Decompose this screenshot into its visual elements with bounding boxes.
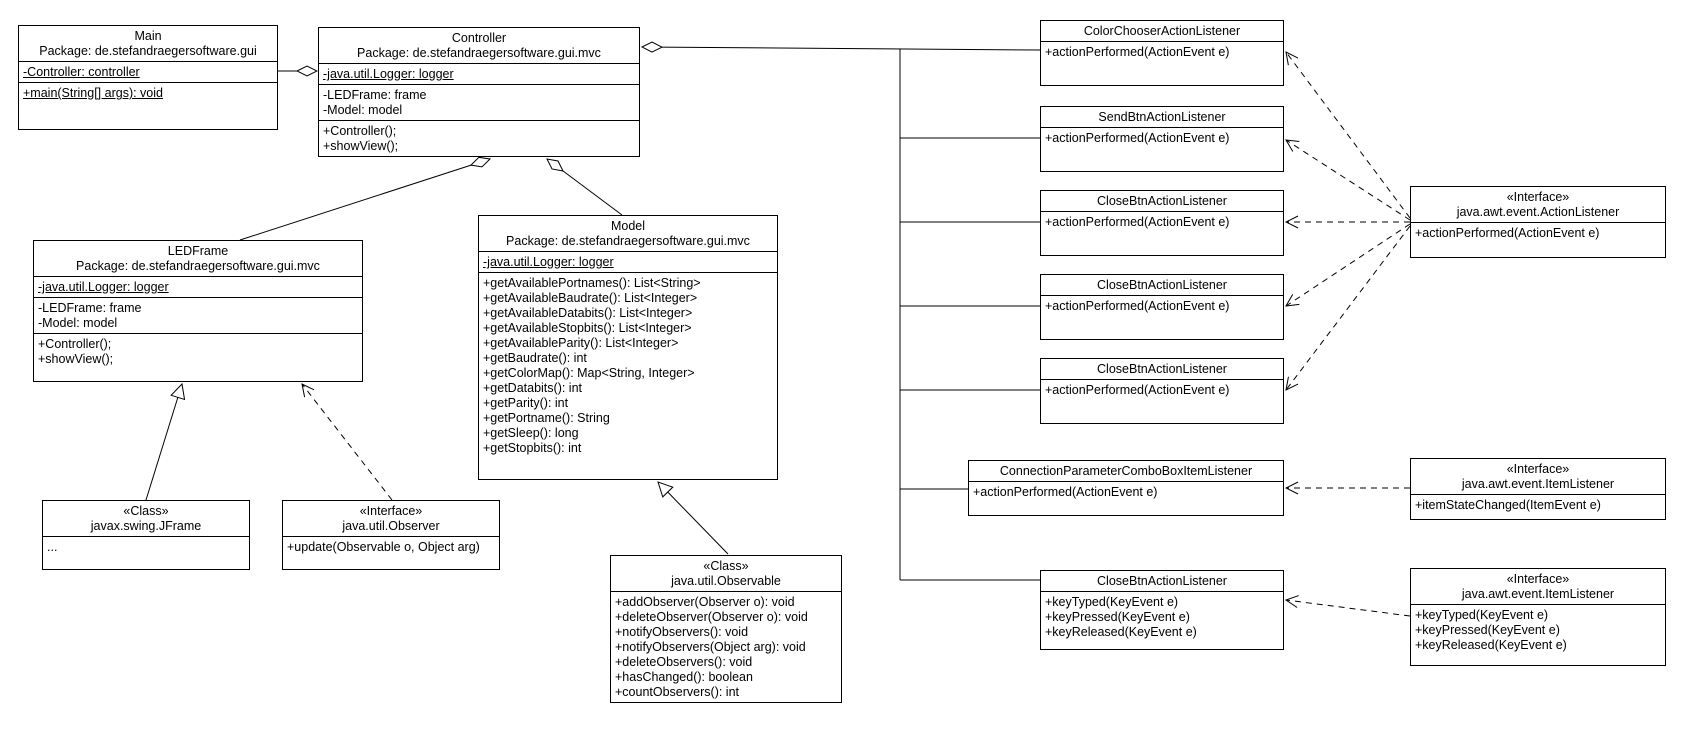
- compartment: [34, 276, 362, 297]
- stereotype-label: «Class»: [703, 559, 749, 573]
- member: +actionPerformed(ActionEvent e): [973, 485, 1158, 499]
- class-title: [1041, 275, 1283, 295]
- member: +keyTyped(KeyEvent e): [1415, 608, 1549, 622]
- member: +actionPerformed(ActionEvent e): [1045, 45, 1230, 59]
- compartment: [19, 61, 277, 82]
- member: +notifyObservers(Object arg): void: [615, 640, 806, 654]
- class-package: java.awt.event.ItemListener: [1461, 587, 1615, 601]
- compartment: [19, 82, 277, 129]
- member: +getBaudrate(): int: [483, 351, 587, 365]
- compartment: [1041, 41, 1283, 85]
- member: -Controller: controller: [23, 65, 140, 79]
- member: +actionPerformed(ActionEvent e): [1045, 131, 1230, 145]
- class-title: [479, 216, 777, 251]
- member: +keyPressed(KeyEvent e): [1045, 610, 1190, 624]
- connector-realization-closebtn-keys: [1286, 600, 1410, 616]
- class-box-colorchooser-listener[interactable]: [1040, 20, 1284, 86]
- member: -LEDFrame: frame: [38, 301, 142, 315]
- class-box-observer[interactable]: [282, 500, 500, 570]
- member: +getAvailableStopbits(): List<Integer>: [483, 321, 692, 335]
- member: +countObservers(): int: [615, 685, 740, 699]
- member: +deleteObserver(Observer o): void: [615, 610, 808, 624]
- class-box-jframe[interactable]: [42, 500, 250, 570]
- class-box-interface-itemlistener-keys[interactable]: [1410, 568, 1666, 666]
- member: +actionPerformed(ActionEvent e): [1045, 383, 1230, 397]
- connector-realization-sendbtn: [1286, 140, 1410, 220]
- class-package: Package: de.stefandraegersoftware.gui.mvc: [76, 259, 320, 273]
- connector-realization-colorchooser: [1286, 52, 1410, 218]
- class-box-sendbtn-listener[interactable]: [1040, 106, 1284, 172]
- member: +getSleep(): long: [483, 426, 579, 440]
- connector-aggregation-controller-model: [547, 159, 622, 215]
- compartment: [1041, 127, 1283, 171]
- member: +getAvailableDatabits(): List<Integer>: [483, 306, 693, 320]
- class-name: Main: [134, 29, 162, 43]
- class-name: ColorChooserActionListener: [1083, 24, 1241, 38]
- compartment: [1411, 494, 1665, 519]
- class-box-closebtn-listener-3[interactable]: [1040, 358, 1284, 424]
- class-package: java.awt.event.ActionListener: [1456, 205, 1620, 219]
- member: +hasChanged(): boolean: [615, 670, 753, 684]
- member: +getStopbits(): int: [483, 441, 582, 455]
- connector-generalization-observable-model: [658, 482, 728, 554]
- member: +keyReleased(KeyEvent e): [1415, 638, 1567, 652]
- member: +addObserver(Observer o): void: [615, 595, 795, 609]
- class-package: javax.swing.JFrame: [90, 519, 202, 533]
- class-box-closebtn-listener-1[interactable]: [1040, 190, 1284, 256]
- member: -java.util.Logger: logger: [38, 280, 169, 294]
- member: +getDatabits(): int: [483, 381, 583, 395]
- class-name: ConnectionParameterComboBoxItemListener: [999, 464, 1253, 478]
- class-name: CloseBtnActionListener: [1097, 278, 1227, 292]
- class-title: [1041, 571, 1283, 591]
- compartment: [1041, 379, 1283, 423]
- member: +getAvailableParity(): List<Integer>: [483, 336, 679, 350]
- stereotype-label: «Interface»: [1506, 190, 1570, 204]
- compartment: [1411, 604, 1665, 665]
- connector-generalization-jframe-ledframe: [146, 384, 182, 500]
- class-box-main[interactable]: [18, 25, 278, 130]
- class-title: [19, 26, 277, 61]
- class-title: [1041, 191, 1283, 211]
- class-package: Package: de.stefandraegersoftware.gui.mvc: [357, 46, 601, 60]
- connector-aggregation-controller-listeners: [642, 47, 1040, 50]
- class-title: [34, 241, 362, 276]
- class-box-closebtn-listener-2[interactable]: [1040, 274, 1284, 340]
- class-box-controller[interactable]: [318, 27, 640, 157]
- member: +getPortname(): String: [483, 411, 610, 425]
- class-name: CloseBtnActionListener: [1097, 194, 1227, 208]
- compartment: [1041, 295, 1283, 339]
- class-name: SendBtnActionListener: [1098, 110, 1226, 124]
- member: -Model: model: [38, 316, 118, 330]
- class-box-connection-parameter-listener[interactable]: [968, 460, 1284, 516]
- class-title: [611, 556, 841, 591]
- compartment: [283, 536, 499, 569]
- stereotype-label: «Interface»: [1506, 462, 1570, 476]
- member: -java.util.Logger: logger: [483, 255, 614, 269]
- class-title: [283, 501, 499, 536]
- compartment: [1411, 222, 1665, 257]
- class-title: [1041, 107, 1283, 127]
- connector-realization-closebtn-3: [1286, 226, 1410, 390]
- member: +deleteObservers(): void: [615, 655, 753, 669]
- connector-realization-observer-ledframe: [302, 384, 392, 500]
- member: -Model: model: [323, 103, 403, 117]
- compartment: [319, 84, 639, 120]
- compartment: [34, 333, 362, 381]
- member: +keyTyped(KeyEvent e): [1045, 595, 1179, 609]
- class-title: [1041, 359, 1283, 379]
- class-title: [1041, 21, 1283, 41]
- member: -LEDFrame: frame: [323, 88, 427, 102]
- class-box-ledframe[interactable]: [33, 240, 363, 382]
- member: +getColorMap(): Map<String, Integer>: [483, 366, 695, 380]
- compartment: [319, 120, 639, 156]
- member: +getParity(): int: [483, 396, 569, 410]
- class-box-interface-actionlistener[interactable]: [1410, 186, 1666, 258]
- class-title: [43, 501, 249, 536]
- class-package: java.util.Observable: [671, 574, 781, 588]
- member: +update(Observable o, Object arg): [287, 540, 480, 554]
- class-package: java.awt.event.ItemListener: [1461, 477, 1615, 491]
- member: ...: [47, 540, 58, 554]
- member: -java.util.Logger: logger: [323, 67, 454, 81]
- class-title: [1411, 569, 1665, 604]
- compartment: [34, 297, 362, 333]
- compartment: [43, 536, 249, 569]
- class-title: [319, 28, 639, 63]
- member: +actionPerformed(ActionEvent e): [1045, 215, 1230, 229]
- class-title: [1411, 187, 1665, 222]
- member: +Controller();: [323, 124, 397, 138]
- class-name: Controller: [451, 31, 507, 45]
- member: +showView();: [38, 352, 114, 366]
- class-name: CloseBtnActionListener: [1097, 574, 1227, 588]
- stereotype-label: «Class»: [123, 504, 169, 518]
- class-box-interface-itemlistener[interactable]: [1410, 458, 1666, 520]
- member: +actionPerformed(ActionEvent e): [1415, 226, 1600, 240]
- class-title: [1411, 459, 1665, 494]
- member: +keyReleased(KeyEvent e): [1045, 625, 1197, 639]
- class-package: java.util.Observer: [342, 519, 440, 533]
- member: +notifyObservers(): void: [615, 625, 749, 639]
- compartment: [969, 481, 1283, 515]
- member: +getAvailablePortnames(): List<String>: [483, 276, 701, 290]
- member: +keyPressed(KeyEvent e): [1415, 623, 1560, 637]
- member: +main(String[] args): void: [23, 86, 163, 100]
- compartment: [479, 272, 777, 479]
- class-name: CloseBtnActionListener: [1097, 362, 1227, 376]
- member: +showView();: [323, 139, 399, 153]
- member: +getAvailableBaudrate(): List<Integer>: [483, 291, 698, 305]
- class-box-model[interactable]: [478, 215, 778, 480]
- member: +Controller();: [38, 337, 112, 351]
- compartment: [1041, 591, 1283, 649]
- compartment: [319, 63, 639, 84]
- connector-realization-closebtn-2: [1286, 224, 1410, 306]
- compartment: [611, 591, 841, 702]
- compartment: [479, 251, 777, 272]
- stereotype-label: «Interface»: [1506, 572, 1570, 586]
- class-name: LEDFrame: [167, 244, 229, 258]
- compartment: [1041, 211, 1283, 255]
- stereotype-label: «Interface»: [359, 504, 423, 518]
- class-title: [969, 461, 1283, 481]
- member: +actionPerformed(ActionEvent e): [1045, 299, 1230, 313]
- class-name: Model: [610, 219, 646, 233]
- class-package: Package: de.stefandraegersoftware.gui: [39, 44, 257, 58]
- class-box-closebtn-key-listener[interactable]: [1040, 570, 1284, 650]
- class-package: Package: de.stefandraegersoftware.gui.mvc: [506, 234, 750, 248]
- class-box-observable[interactable]: [610, 555, 842, 703]
- connector-aggregation-controller-ledframe: [240, 159, 490, 240]
- member: +itemStateChanged(ItemEvent e): [1415, 498, 1601, 512]
